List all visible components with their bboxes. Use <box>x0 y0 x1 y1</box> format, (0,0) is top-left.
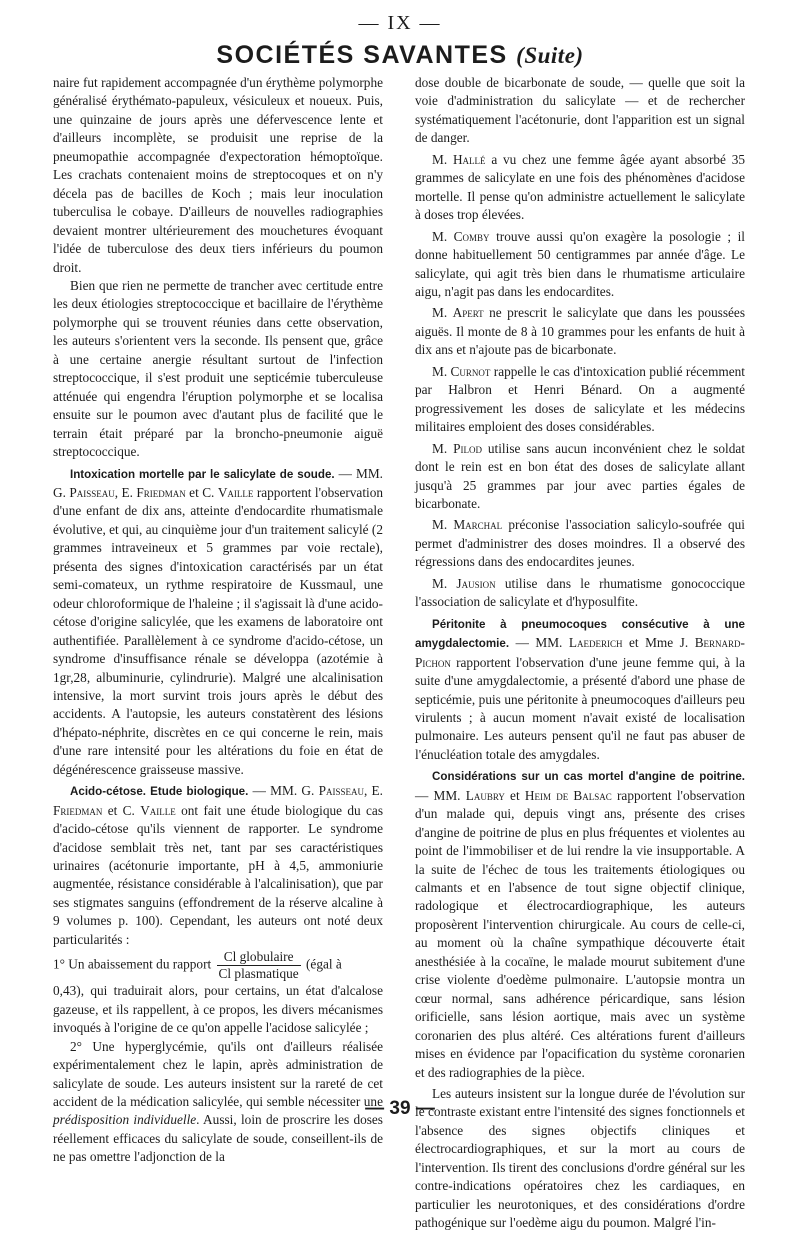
author-name: Bernard-Pichon <box>415 635 745 670</box>
author-name: Paisseau <box>69 484 115 500</box>
paragraph-curnot: M. Curnot rappelle le cas d'intoxication publié récemment par Halbron et Henri Bénard. On a augmenté progressivement les doses de salicylate et les médecins militaires emploient des doses considérables. <box>415 363 745 435</box>
article-heading-acido-cetose: Acido-cétose. Etude biologique. <box>70 785 249 799</box>
formula-line: 1° Un abaissement du rapport $\frac{\text{Cl globulaire}}{\text{Cl plasmatique}}$ (égal à <box>53 949 342 982</box>
author-name: Laederich <box>568 635 623 651</box>
author-name: Curnot <box>450 363 491 379</box>
section-title: SOCIÉTÉS SAVANTES <box>216 41 508 69</box>
article-heading-peritonite: Péritonite à pneumocoques consécutive à une amygdalectomie. <box>415 617 745 651</box>
author-name: Vaille <box>140 802 176 818</box>
author-name: Pilod <box>453 440 482 456</box>
paragraph-etiologies: Bien que rien ne permette de trancher avec certitude entre les deux étiologies streptococcique et bacillaire de l'érythème polymorphe qui se trouvent réunies dans cette observation, les auteurs s'orientent vers la seconde. Ils pensent que, grâce à une certaine anergie résultant surtout de l'infection streptococcique, il s'est produit une septicémie tuberculeuse atténuée qui engendra l'éruption polymorphe et se localisa ensuite sur le poumon avec d'autant plus de facilité que le terrain était préparé par la broncho-pneumonie aiguë streptococcique. <box>53 277 383 460</box>
author-name: Vaille <box>217 484 254 500</box>
fraction-numerator: Cl globulaire <box>217 949 301 966</box>
paragraph-peritonite: Péritonite à pneumocoques consécutive à une amygdalectomie. — MM. Laederich et Mme J. Bernard-Pichon rapportent l'observation d'une jeune femme qui, à la suite d'une amygdalectomie, a présenté d'abord une phase de septicémie, puis une péritonite à pneumocoques d'ailleurs peu virulents ; à aucun moment n'avait existé de localisation pulmonaire. Les auteurs pensent qu'il ne faut pas abuser de l'énucléation totale des amygdales. <box>415 617 745 762</box>
paragraph-hyperglycemie: 2° Une hyperglycémie, qu'ils ont d'ailleurs réalisée expérimentalement chez le lapin, après administration de salicylate de soude. Les auteurs insistent sur la rareté de cet accident de la médication salicylée, qui semble nécessiter une prédisposition individuelle. Aussi, loin de proscrire les doses réellement efficaces du salicylate de soude, conseillent-ils de ne pas omettre l'adjonction de la <box>53 1038 383 1165</box>
fraction-chlore <box>217 949 301 982</box>
author-name: Heim de Balsac <box>524 787 612 803</box>
paragraph-comby: M. Comby trouve aussi qu'on exagère la posologie ; il donne habituellement 50 centigrammes par année d'âge. Le salicylate, qui agit très bien dans le rhumatisme articulaire aigu, n'agit pas dans les endocardites. <box>415 228 745 299</box>
author-name: Jausion <box>456 575 496 591</box>
roman-page-number: — IX — <box>358 12 442 34</box>
paragraph-jausion: M. Jausion utilise dans le rhumatisme gonococcique l'association de salicylate et d'hyposulfite. <box>415 575 745 610</box>
paragraph-conclusions: Les auteurs insistent sur la longue durée de l'évolution sur le contraste existant entre l'intensité des signes fonctionnels et l'absence des signes objectifs cliniques et électrocardiographiques, et sur la mort au cours de l'intervention. Ils tirent des conclusions d'ordre général sur les contre-indications opératoires chez les cardiaques, en particulier les neurotoniques, et des considérations d'ordre pathogénique sur l'oedème aigu du poumon. Malgré l'in- <box>415 1086 745 1231</box>
author-name: Apert <box>452 305 484 321</box>
section-suite: (Suite) <box>516 43 584 68</box>
author-name: Paisseau <box>318 783 364 799</box>
page-number: — 39 — <box>365 1098 435 1119</box>
left-column <box>53 74 384 1165</box>
paragraph-angine: Considérations sur un cas mortel d'angine de poitrine. — MM. Laubry et Heim de Balsac rapportent l'observation d'un malade qui, depuis vingt ans, présente des crises d'angine de poitrine de plus en plus fréquentes et violentes au point de l'immobiliser et de lui rendre la vie insupportable. A la suite de l'échec de tous les traitements étiologiques ou calmants et en l'absence de tout signe objectif clinique, radologique et électrocardiographique, les auteurs proposèrent l'intervention chirurgicale. Au cours de celle-ci, au moment où la chaîne sympathique découverte était anesthésiée à la cocaïne, le malade mourut subitement d'une crise violente d'oedème pulmonaire. L'autopsie montra un cœur normal, sans adhérence péricardique, sans lésion orificielle, sans lésion aortique, mais avec un système coronarien des plus altéré. Ces altérations furent d'ailleurs mises en évidence par l'opacification du système coronarien et des radiographies de la pièce. <box>415 770 745 1080</box>
article-heading-intoxication: Intoxication mortelle par le salicylate de soude. <box>70 467 335 481</box>
fraction-denominator: Cl plasmatique <box>218 966 299 982</box>
right-column <box>415 74 745 1231</box>
paragraph-erytheme: naire fut rapidement accompagnée d'un érythème polymorphe généralisé érythémato-papuleux, vésiculeux et noueux. Puis, une quinzaine de jours après une défervescence lente et d'ailleurs incomplète, se produisit une reprise de la pneumopathie accompagnée d'expectoration hémoptoïque. Les crachats contenaient moins de streptocoques et on n'y décela pas de bacilles de Koch ; mais leur inoculation tuberculisa le cobaye. D'ailleurs de nouvelles radiographies devaient montrer ultérieurement des mouchetures évoquant l'idée de tuberculose des deux tiers inférieurs du poumon droit. <box>53 75 383 275</box>
paragraph-acido-cetose: Acido-cétose. Etude biologique. — MM. G. Paisseau, E. Friedman et C. Vaille ont fait une étude biologique du cas d'acido-cétose qu'ils viennent de rapporter. Le syndrome d'acidose semblait très net, tant par ses caractéristiques urinaires (acétonurie importante, pH à 4,5, ammoniurie augmentée, résistance considérable à l'alcalinisation), que par ses stigmates sanguins (effondrement de la réserve alcaline à 9 volumes p. 100). Cependant, les auteurs ont noté deux particularités : <box>53 783 384 947</box>
paragraph-apert: M. Apert ne prescrit le salicylate que dans les poussées aiguës. Il monte de 8 à 10 grammes pour les enfants de huit à dix ans et n'ajoute pas de bicarbonate. <box>415 305 745 358</box>
author-name: Comby <box>453 228 490 244</box>
section-heading <box>0 40 800 71</box>
paragraph-intoxication: Intoxication mortelle par le salicylate de soude. — MM. G. Paisseau, E. Friedman et C. Vaille rapportent l'observation d'une enfant de dix ans, atteinte d'endocardite rhumatismale évolutive, et qui, au cinquième jour d'un traitement salicylé (2 grammes intraveineux et 5 grammes par voie rectale), présenta des signes d'intoxication caractérisés par un état semi-comateux, un rythme respiratoire de Kussmaul, une odeur chloroformique de l'haleine ; il s'agissait là d'une acido-cétose d'origine salicylée, que les examens de laboratoire ont authentifiée. Parallèlement à ce syndrome d'acido-cétose, un syndrome d'insuffisance rénale se développa (azotémie à 1gr,28, albuminurie, cylindrurie). Malgré une alcalinisation intensive, la mort survint trois jours après le début des accidents. A l'autopsie, les auteurs constatèrent des lésions d'hépato-néphrite, discrètes en ce qui concerne le rein, mais d'une rare intensité pour les altérations du foie en état de dégénérescence graisseuse massive. <box>53 465 384 777</box>
paragraph-marchal: M. Marchal préconise l'association salicylo-soufrée qui permet d'administrer des doses moindres. Il a observé des régressions dans des endocardites jeunes. <box>415 517 745 570</box>
author-name: Friedman <box>53 802 103 818</box>
author-name: Laubry <box>465 787 505 803</box>
author-name: Hallé <box>452 151 486 167</box>
paragraph-alcalose: 0,43), qui traduirait alors, pour certains, un état d'alcalose gazeuse, et ils rappellent, à ce propos, les divers mécanismes invoqués à l'origine de ce qu'on appelle l'acidose salicylée ; <box>53 983 383 1036</box>
emphasis: prédisposition individuelle <box>53 1112 197 1128</box>
article-heading-angine: Considérations sur un cas mortel d'angine de poitrine. <box>432 770 745 784</box>
author-name: Marchal <box>453 517 503 533</box>
author-name: Friedman <box>136 484 186 500</box>
paragraph-bicarbonate: dose double de bicarbonate de soude, — quelle que soit la voie d'administration du salicylate — et de rechercher systématiquement l'acétonurie, dont l'apparition est un signal de danger. <box>415 75 745 146</box>
paragraph-pilod: M. Pilod utilise sans aucun inconvénient chez le soldat dont le rein est en bon état des doses de salicylate allant jusqu'à 25 grammes par jour avec parties égales de bicarbonate. <box>415 440 745 511</box>
paragraph-halle: M. Hallé a vu chez une femme âgée ayant absorbé 35 grammes de salicylate en une fois des phénomènes d'acidose mortelle. Il pense qu'on administre actuellement le salicylate à doses trop élevées. <box>415 151 745 223</box>
